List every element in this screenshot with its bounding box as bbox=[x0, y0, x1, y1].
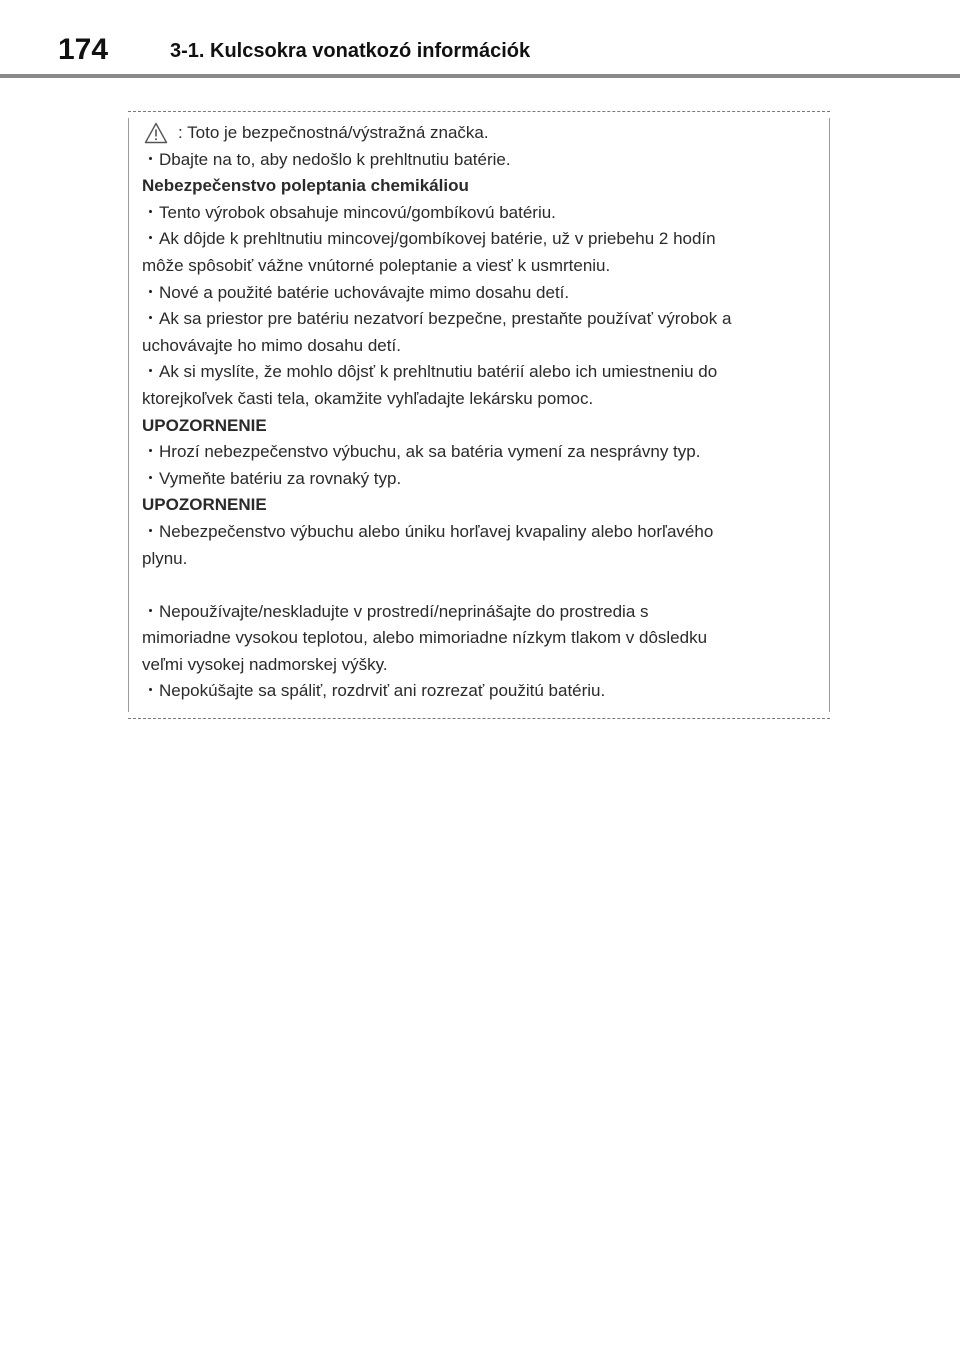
warning-line: mimoriadne vysokou teplotou, alebo mimoriadne nízkym tlakom v dôsledku bbox=[142, 628, 708, 648]
safety-symbol-line bbox=[142, 120, 822, 147]
warning-line: ・Tento výrobok obsahuje mincovú/gombíkovú batériu. bbox=[142, 202, 556, 222]
warning-line: ・Dbajte na to, aby nedošlo k prehltnutiu batérie. bbox=[142, 149, 511, 169]
warning-heading: UPOZORNENIE bbox=[142, 415, 267, 435]
warning-line: veľmi vysokej nadmorskej výšky. bbox=[142, 654, 388, 674]
warning-lines bbox=[142, 147, 822, 705]
warning-content bbox=[142, 120, 822, 705]
warning-line: ・Nové a použité batérie uchovávajte mimo dosahu detí. bbox=[142, 282, 570, 302]
warning-line: ・Nebezpečenstvo výbuchu alebo úniku horľavej kvapaliny alebo horľavého bbox=[142, 521, 714, 541]
warning-line: ・Ak sa priestor pre batériu nezatvorí bezpečne, prestaňte používať výrobok a bbox=[142, 309, 732, 329]
warning-heading: Nebezpečenstvo poleptania chemikáliou bbox=[142, 176, 469, 196]
warning-line: ・Hrozí nebezpečenstvo výbuchu, ak sa batéria vymení za nesprávny typ. bbox=[142, 442, 701, 462]
warning-line: ・Ak dôjde k prehltnutiu mincovej/gombíkovej batérie, už v priebehu 2 hodín bbox=[142, 229, 716, 249]
warning-heading: UPOZORNENIE bbox=[142, 495, 267, 515]
warning-line: ktorejkoľvek časti tela, okamžite vyhľadajte lekársku pomoc. bbox=[142, 388, 594, 408]
warning-line: ・Vymeňte batériu za rovnaký typ. bbox=[142, 468, 402, 488]
warning-line: môže spôsobiť vážne vnútorné poleptanie a viesť k usmrteniu. bbox=[142, 255, 611, 275]
warning-line: plynu. bbox=[142, 548, 188, 568]
safety-symbol-text: : Toto je bezpečnostná/výstražná značka. bbox=[178, 123, 489, 142]
warning-line: ・Ak si myslíte, že mohlo dôjsť k prehltnutiu batérií alebo ich umiestneniu do bbox=[142, 362, 718, 382]
battery-warning-box bbox=[128, 111, 830, 719]
page-number: 174 bbox=[58, 33, 109, 66]
warning-line: ・Nepoužívajte/neskladujte v prostredí/neprinášajte do prostredia s bbox=[142, 601, 649, 621]
header-divider bbox=[0, 74, 960, 78]
warning-line: ・Nepokúšajte sa spáliť, rozdrviť ani rozrezať použitú batériu. bbox=[142, 681, 606, 701]
section-title: 3-1. Kulcsokra vonatkozó információk bbox=[170, 40, 531, 62]
warning-triangle-icon bbox=[144, 122, 168, 144]
warning-line: uchovávajte ho mimo dosahu detí. bbox=[142, 335, 401, 355]
blank-line bbox=[142, 572, 822, 599]
